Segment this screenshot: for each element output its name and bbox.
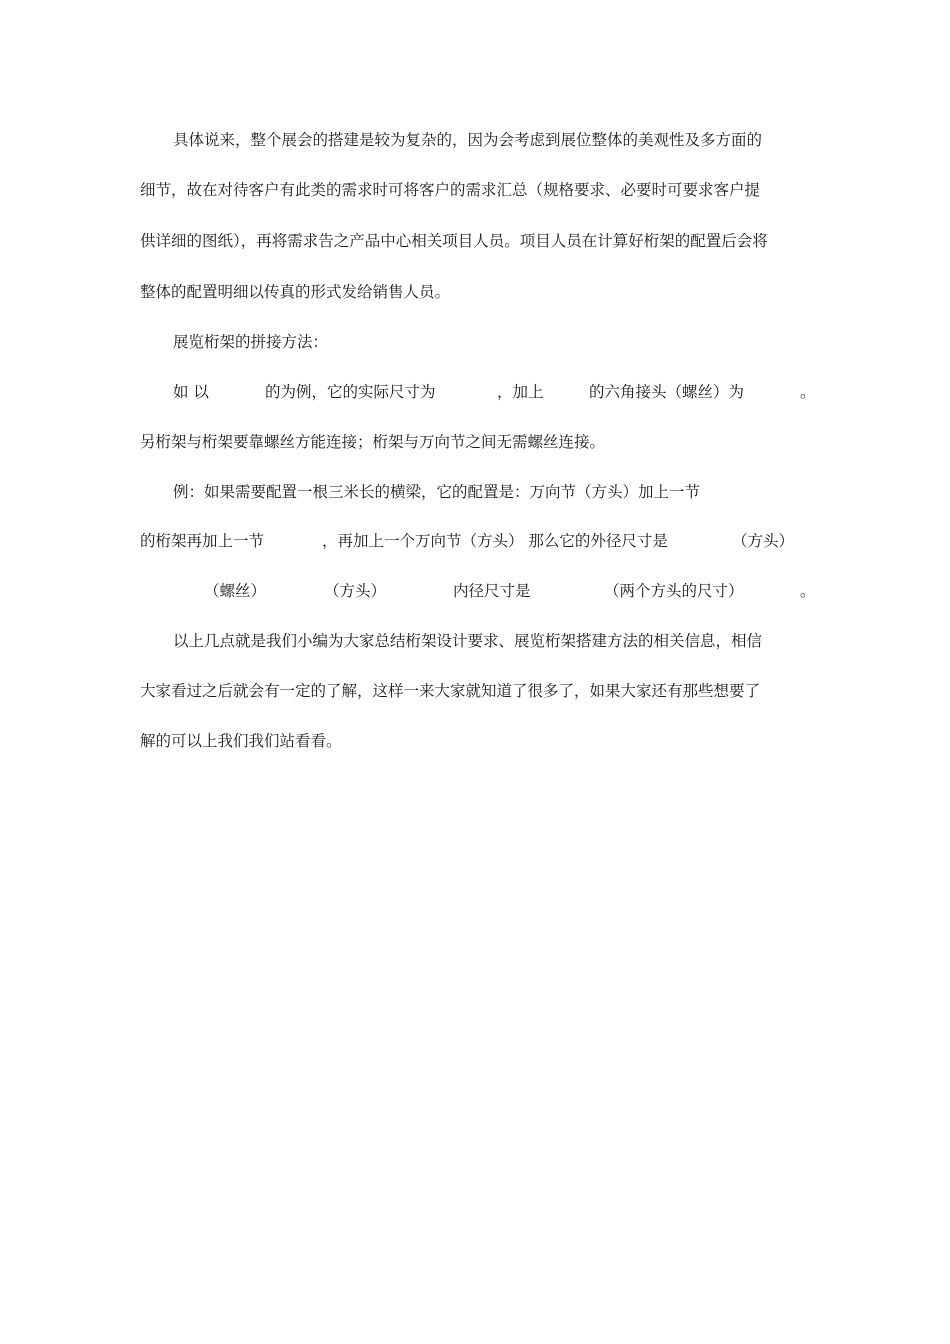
text-run: （方头）	[324, 582, 387, 600]
text-run: 。	[800, 582, 816, 600]
text-run: 具体说来，整个展会的搭建是较为复杂的，因为会考虑到展位整体的美观性及多方面的	[173, 131, 763, 149]
paragraph-1-line-1	[0, 127, 950, 153]
closing-line-1	[0, 628, 950, 654]
text-run: 另桁架与桁架要靠螺丝方能连接；桁架与万向节之间无需螺丝连接。	[140, 433, 606, 451]
text-run: 如 以	[173, 383, 209, 401]
text-run: 展览桁架的拼接方法：	[173, 333, 329, 351]
text-run: 的为例，它的实际尺寸为	[265, 383, 436, 401]
text-run: ，加上	[497, 383, 544, 401]
text-run: 大家看过之后就会有一定的了解，这样一来大家就知道了很多了，如果大家还有那些想要了	[140, 682, 761, 700]
example-line-1	[0, 379, 950, 405]
section-heading	[0, 329, 950, 355]
text-run: （两个方头的尺寸）	[604, 582, 744, 600]
example-line-3	[0, 479, 950, 505]
example-line-5	[0, 578, 950, 604]
example-line-2	[0, 429, 950, 455]
text-run: 以上几点就是我们小编为大家总结桁架设计要求、展览桁架搭建方法的相关信息，相信	[173, 632, 763, 650]
paragraph-1-line-2	[0, 177, 950, 203]
closing-line-3	[0, 728, 950, 754]
text-run: 。	[800, 383, 816, 401]
paragraph-1-line-4	[0, 279, 950, 305]
closing-line-2	[0, 678, 950, 704]
text-run: 供详细的图纸），再将需求告之产品中心相关项目人员。项目人员在计算好桁架的配置后会将	[140, 232, 768, 250]
text-run: 内径尺寸是	[453, 582, 531, 600]
text-run: 的六角接头（螺丝）为	[589, 383, 745, 401]
paragraph-1-line-3	[0, 228, 950, 254]
text-run: 解的可以上我们我们站看看。	[140, 732, 342, 750]
text-run: ，再加上一个万向节（方头） 那么它的外径尺寸是	[322, 532, 668, 550]
text-run: 例：如果需要配置一根三米长的横梁，它的配置是：万向节（方头）加上一节	[173, 483, 701, 501]
text-run: 整体的配置明细以传真的形式发给销售人员。	[140, 283, 451, 301]
text-run: 细节，故在对待客户有此类的需求时可将客户的需求汇总（规格要求、必要时可要求客户提	[140, 181, 761, 199]
text-run: （方头）	[732, 532, 795, 550]
text-run: 的桁架再加上一节	[140, 532, 265, 550]
text-run: （螺丝）	[204, 582, 267, 600]
example-line-4	[0, 528, 950, 554]
